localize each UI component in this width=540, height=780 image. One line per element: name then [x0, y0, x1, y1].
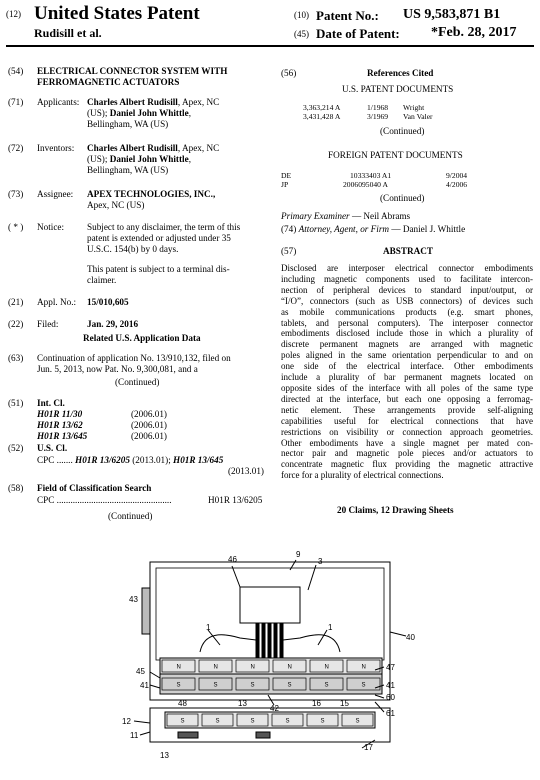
us-doc-2-date: 3/1969: [367, 112, 389, 121]
int-cl-1: H01R 11/30: [37, 409, 83, 419]
code-45: (45): [294, 29, 309, 39]
ref-41-left: 41: [140, 681, 149, 690]
int-cl-1-date: (2006.01): [131, 409, 167, 419]
code-57: (57): [281, 246, 297, 256]
magnet-pole-label: N: [250, 664, 255, 671]
us-cl-year-2: (2013.01): [228, 466, 264, 476]
magnet-pole-label: N: [287, 664, 292, 671]
ref-1-left: 1: [206, 623, 211, 632]
appl-no-label: Appl. No.:: [37, 297, 77, 307]
ref-40: 40: [406, 633, 415, 642]
foreign-doc-1-country: DE: [281, 171, 292, 180]
magnet-pole-label: S: [250, 718, 255, 725]
magnet-row-upper: [160, 658, 382, 694]
foreign-doc-2-number: 2006095040 A: [343, 180, 388, 189]
notice-code: ( * ): [8, 222, 24, 232]
notice-line-5: claimer.: [87, 275, 117, 285]
ref-46: 46: [228, 555, 237, 564]
magnet-row-lower: [165, 712, 375, 728]
assignee-location: Apex, NC (US): [87, 200, 145, 210]
us-doc-1-date: 1/1968: [367, 103, 389, 112]
abstract-line: concentrate magnetic flux providing the magnetic attractive: [281, 459, 533, 470]
foreign-doc-1-date: 9/2004: [446, 171, 468, 180]
code-71: (71): [8, 97, 24, 107]
magnet-pole-label: N: [324, 664, 329, 671]
code-21: (21): [8, 297, 24, 307]
ref-43: 43: [129, 595, 138, 604]
front-page-drawing: [0, 540, 540, 780]
title-line-2: FERROMAGNETIC ACTUATORS: [37, 77, 180, 87]
int-cl-3: H01R 13/645: [37, 431, 88, 441]
us-doc-1-number: 3,363,214 A: [303, 103, 341, 112]
abstract-line: nector pair and magnetic pole pieces and/or actuators to: [281, 448, 533, 459]
ref-45: 45: [136, 667, 145, 676]
int-cl-2-date: (2006.01): [131, 420, 167, 430]
notice-line-4: This patent is subject to a terminal dis-: [87, 264, 230, 274]
patent-number: US 9,583,871 B1: [403, 7, 501, 22]
patent-no-label: Patent No.:: [316, 8, 379, 23]
attorney: (74) Attorney, Agent, or Firm — Daniel J. Whittle: [281, 224, 466, 234]
abstract-line: one side of the electrical interface. Other embodiments: [281, 361, 533, 372]
abstract-line: Disclosed are interposer electrical connector embodiments: [281, 263, 533, 273]
magnet-pole-label: S: [320, 718, 325, 725]
magnet-pole-label: S: [285, 718, 290, 725]
date-label: Date of Patent:: [316, 26, 400, 41]
int-cl-label: Int. Cl.: [37, 398, 65, 408]
abstract-line: nection of peripheral devices to standard input/output, or: [281, 284, 533, 295]
notice-line-2: patent is extended or adjusted under 35: [87, 233, 231, 243]
abstract-line: opposite sides of the interface with all poles of the same type: [281, 382, 533, 393]
code-12: (12): [6, 9, 21, 19]
notice-line-3: U.S.C. 154(b) by 0 days.: [87, 244, 179, 254]
ref-17: 17: [364, 743, 373, 752]
ref-15: 15: [340, 699, 349, 708]
inventor-1: Charles Albert Rudisill, Apex, NC: [87, 143, 220, 153]
magnet-pole-label: S: [215, 718, 220, 725]
abstract-line: include a plurality of bar permanent magnets located on: [281, 372, 533, 383]
lower-contact-left: [178, 732, 198, 738]
ref-13-top: 13: [238, 699, 247, 708]
code-72: (72): [8, 143, 24, 153]
ref-13-bottom: 13: [160, 751, 169, 760]
abstract-line: as mobile communications products (e.g. smart phones,: [281, 306, 533, 317]
magnet-pole-label: S: [180, 718, 185, 725]
field-search-cpc: CPC ..................................................: [37, 495, 172, 505]
ref-48: 48: [178, 699, 187, 708]
abstract-line: restrictions on visibility or connection approach geometries.: [281, 426, 533, 437]
foreign-doc-2-country: JP: [281, 180, 289, 189]
abstract-line: capabilities useful for electrical connections that have: [281, 415, 533, 426]
primary-examiner: Primary Examiner — Neil Abrams: [281, 211, 411, 221]
header-rule: [6, 45, 534, 47]
inventors-short: Rudisill et al.: [34, 26, 102, 40]
filed-value: Jan. 29, 2016: [87, 319, 139, 329]
us-doc-2-name: Van Valer: [403, 112, 433, 121]
lower-contact-mid: [256, 732, 270, 738]
us-cl-cpc: CPC ....... H01R 13/6205 (2013.01); H01R 13/645: [37, 455, 224, 465]
chip-block: [240, 587, 300, 623]
ref-1-right: 1: [328, 623, 333, 632]
code-63: (63): [8, 353, 24, 363]
abstract-line: Other embodiments have a single magnet per mated con-: [281, 437, 533, 448]
appl-no-value: 15/010,605: [87, 297, 129, 307]
references-heading: References Cited: [367, 68, 434, 78]
us-cl-label: U.S. Cl.: [37, 443, 68, 453]
field-search-value: H01R 13/6205: [208, 495, 263, 505]
continued-58: (Continued): [108, 511, 153, 521]
date-of-patent: *Feb. 28, 2017: [431, 25, 517, 40]
filed-label: Filed:: [37, 319, 59, 329]
notice-line-1: Subject to any disclaimer, the term of this: [87, 222, 241, 232]
flex-cable-right: [283, 635, 340, 652]
applicants-label: Applicants:: [37, 97, 80, 107]
magnet-pole-label: N: [176, 664, 181, 671]
flex-cable-left: [200, 635, 256, 652]
applicant-2: (US); Daniel John Whittle,: [87, 108, 191, 118]
abstract-line: embodiments disclosed include those in which a plurality of: [281, 328, 533, 339]
magnet-pole-label: N: [361, 664, 366, 671]
us-docs-heading: U.S. PATENT DOCUMENTS: [342, 84, 454, 94]
magnet-pole-label: S: [287, 682, 292, 689]
ref-61: 61: [386, 709, 395, 718]
code-54: (54): [8, 66, 24, 76]
abstract-line: including magnetic components used to facilitate intercon-: [281, 273, 533, 284]
claims-summary: 20 Claims, 12 Drawing Sheets: [337, 505, 454, 515]
abstract-line: discrete permanent magnets are arranged with magnetic: [281, 339, 533, 350]
foreign-doc-2-date: 4/2006: [446, 180, 468, 189]
continuation-line-2: Jun. 5, 2013, now Pat. No. 9,300,081, and a: [37, 364, 198, 374]
ref-11: 11: [130, 731, 139, 740]
assignee-label: Assignee:: [37, 189, 74, 199]
ref-41-right: 41: [386, 681, 395, 690]
notice-label: Notice:: [37, 222, 65, 232]
ref-9: 9: [296, 550, 301, 559]
code-22: (22): [8, 319, 24, 329]
applicant-1: Charles Albert Rudisill, Apex, NC: [87, 97, 220, 107]
us-docs-continued: (Continued): [380, 126, 425, 136]
us-doc-1-name: Wright: [403, 103, 425, 112]
title-line-1: ELECTRICAL CONNECTOR SYSTEM WITH: [37, 66, 228, 76]
abstract-line: poles aligned in the same orientation perpendicular to and on: [281, 350, 533, 361]
foreign-docs-continued: (Continued): [380, 193, 425, 203]
magnet-pole-label: S: [213, 682, 218, 689]
foreign-doc-1-number: 10333403 A1: [350, 171, 392, 180]
code-56: (56): [281, 68, 297, 78]
magnet-pole-label: S: [355, 718, 360, 725]
code-10: (10): [294, 10, 309, 20]
magnet-pole-label: S: [250, 682, 255, 689]
abstract-line: “I/O”, connectors (such as USB connectors) of devices such: [281, 295, 533, 306]
continuation-line-1: Continuation of application No. 13/910,132, filed on: [37, 353, 231, 363]
ref-3: 3: [318, 557, 323, 566]
code-51: (51): [8, 398, 24, 408]
abstract-line: netic element. These arrangements provide self-aligning: [281, 404, 533, 415]
abstract-line: tablets, and personal computers). The interposer connector: [281, 317, 533, 328]
magnet-pole-label: S: [176, 682, 181, 689]
assignee-name: APEX TECHNOLOGIES, INC.,: [87, 189, 216, 199]
code-73: (73): [8, 189, 24, 199]
ref-47: 47: [386, 663, 395, 672]
ref-16: 16: [312, 699, 321, 708]
inventor-2: (US); Daniel John Whittle,: [87, 154, 191, 164]
applicant-2-location: Bellingham, WA (US): [87, 119, 169, 129]
inventors-label: Inventors:: [37, 143, 75, 153]
continued-63: (Continued): [115, 377, 160, 387]
abstract-heading: ABSTRACT: [383, 246, 434, 256]
foreign-docs-heading: FOREIGN PATENT DOCUMENTS: [328, 150, 463, 160]
ref-42: 42: [270, 704, 279, 713]
magnet-pole-label: S: [324, 682, 329, 689]
magnet-pole-label: N: [213, 664, 218, 671]
abstract-line: directed at the interface, but each one opposing a ferromag-: [281, 393, 533, 404]
abstract-text: [281, 263, 533, 481]
magnet-pole-label: S: [361, 682, 366, 689]
us-doc-2-number: 3,431,428 A: [303, 112, 341, 121]
code-58: (58): [8, 483, 24, 493]
code-52: (52): [8, 443, 24, 453]
document-title: United States Patent: [34, 3, 200, 24]
side-plug: [142, 588, 150, 634]
ref-60: 60: [386, 693, 395, 702]
int-cl-3-date: (2006.01): [131, 431, 167, 441]
abstract-line: force for a plurality of electrical connections.: [281, 470, 444, 481]
ref-12: 12: [122, 717, 131, 726]
field-search-label: Field of Classification Search: [37, 483, 152, 493]
int-cl-2: H01R 13/62: [37, 420, 83, 430]
inventor-2-location: Bellingham, WA (US): [87, 165, 169, 175]
related-heading: Related U.S. Application Data: [83, 333, 201, 343]
